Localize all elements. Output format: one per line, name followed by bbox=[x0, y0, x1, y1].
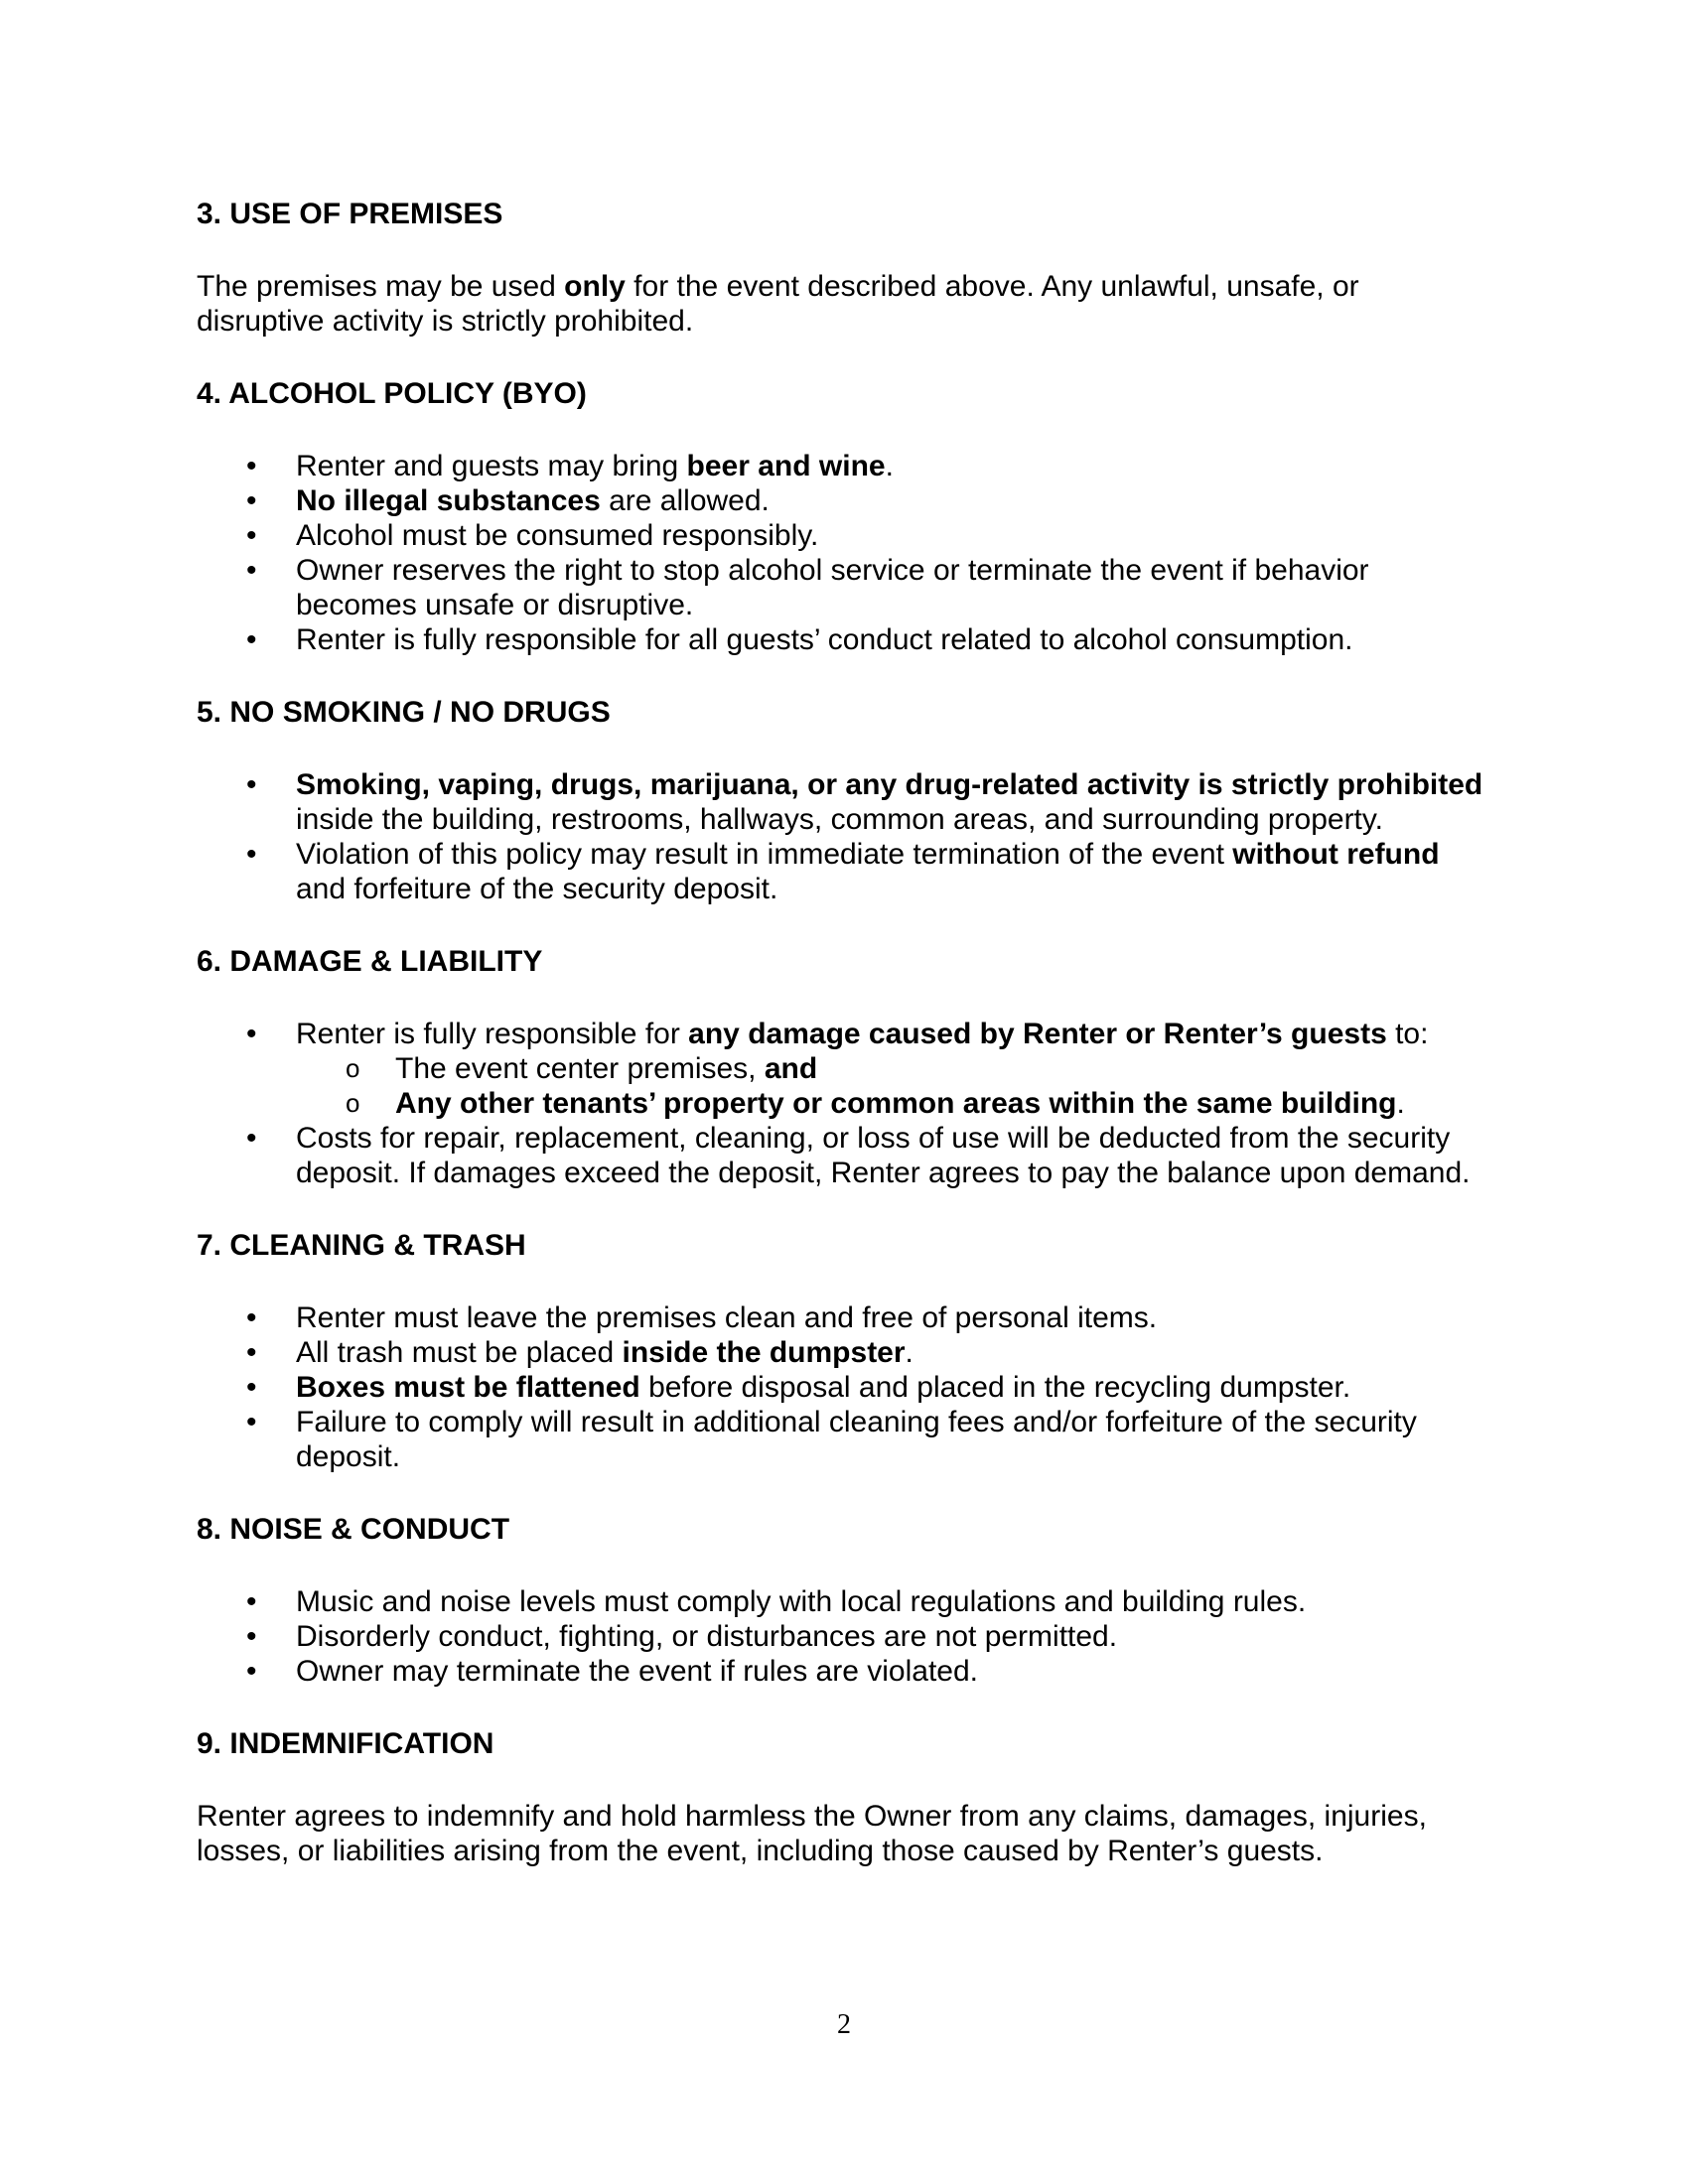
text-run: before disposal and placed in the recycling dumpster. bbox=[639, 1371, 1351, 1404]
section-heading: 3. USE OF PREMISES bbox=[197, 198, 503, 230]
list-item: • Alcohol must be consumed responsibly. bbox=[197, 518, 1487, 553]
list-item: • Failure to comply will result in additional cleaning fees and/or forfeiture of the security deposit. bbox=[197, 1405, 1487, 1474]
bold-run: inside the dumpster bbox=[622, 1336, 906, 1369]
section-cleaning-trash bbox=[197, 1228, 1487, 1474]
section-indemnification bbox=[197, 1726, 1487, 1868]
text-run: . bbox=[905, 1336, 914, 1369]
list-item bbox=[197, 1370, 1487, 1405]
bullet-list bbox=[197, 767, 1487, 906]
sub-list-item bbox=[296, 1086, 1487, 1121]
list-item: • Disorderly conduct, fighting, or disturbances are not permitted. bbox=[197, 1619, 1487, 1654]
section-paragraph bbox=[197, 269, 1487, 339]
section-heading: 7. CLEANING & TRASH bbox=[197, 1229, 526, 1262]
bold-run: Smoking, vaping, drugs, marijuana, or any drug-related activity is strictly prohibited bbox=[296, 768, 1483, 801]
section-paragraph: Renter agrees to indemnify and hold harmless the Owner from any claims, damages, injuries, losses, or liabilities arising from the event, including those caused by Renter’s guests. bbox=[197, 1800, 1427, 1867]
list-item: • Owner may terminate the event if rules are violated. bbox=[197, 1654, 1487, 1689]
bullet-list bbox=[197, 449, 1487, 657]
text-run: The event center premises, bbox=[395, 1052, 765, 1085]
text-run: . bbox=[885, 450, 894, 482]
text-run: are allowed. bbox=[600, 484, 770, 517]
list-item: • Owner reserves the right to stop alcohol service or terminate the event if behavior becomes unsafe or disruptive. bbox=[197, 553, 1487, 622]
section-heading: 8. NOISE & CONDUCT bbox=[197, 1513, 510, 1546]
list-item bbox=[197, 1335, 1487, 1370]
list-item: • Renter must leave the premises clean and free of personal items. bbox=[197, 1300, 1487, 1335]
text-run: for the event described above. Any unlawful, unsafe, or disruptive activity is strictly prohibited. bbox=[197, 270, 1359, 338]
text-run: Renter and guests may bring bbox=[296, 450, 687, 482]
text-run: The premises may be used bbox=[197, 270, 565, 303]
list-item bbox=[197, 449, 1487, 483]
list-item: • Costs for repair, replacement, cleaning, or loss of use will be deducted from the security deposit. If damages exceed the deposit, Renter agrees to pay the balance upon demand. bbox=[197, 1121, 1487, 1190]
text-run: Violation of this policy may result in immediate termination of the event bbox=[296, 838, 1233, 871]
bold-run: and bbox=[764, 1052, 818, 1085]
section-alcohol-policy bbox=[197, 376, 1487, 657]
text-run: and forfeiture of the security deposit. bbox=[296, 873, 778, 905]
list-item: • Music and noise levels must comply with local regulations and building rules. bbox=[197, 1584, 1487, 1619]
page-number: 2 bbox=[837, 2009, 851, 2040]
sub-list bbox=[296, 1051, 1487, 1121]
section-heading: 5. NO SMOKING / NO DRUGS bbox=[197, 696, 611, 729]
section-no-smoking bbox=[197, 695, 1487, 906]
bold-run: No illegal substances bbox=[296, 484, 601, 517]
bullet-list bbox=[197, 1300, 1487, 1474]
list-item bbox=[197, 767, 1487, 837]
text-run: . bbox=[1396, 1087, 1405, 1120]
document-body bbox=[197, 197, 1487, 1868]
bold-run: beer and wine bbox=[686, 450, 886, 482]
section-heading: 9. INDEMNIFICATION bbox=[197, 1727, 494, 1760]
text-run: Renter is fully responsible for bbox=[296, 1018, 689, 1050]
bold-run: any damage caused by Renter or Renter’s guests bbox=[688, 1018, 1387, 1050]
text-run: All trash must be placed bbox=[296, 1336, 623, 1369]
text-run: inside the building, restrooms, hallways, common areas, and surrounding property. bbox=[296, 803, 1383, 836]
bold-run: Boxes must be flattened bbox=[296, 1371, 640, 1404]
bullet-list bbox=[197, 1017, 1487, 1190]
section-noise-conduct bbox=[197, 1512, 1487, 1689]
section-use-of-premises bbox=[197, 197, 1487, 339]
bold-run: only bbox=[564, 270, 626, 303]
bullet-list bbox=[197, 1584, 1487, 1689]
list-item bbox=[197, 837, 1487, 906]
bold-run: Any other tenants’ property or common areas within the same building bbox=[395, 1087, 1397, 1120]
section-heading: 6. DAMAGE & LIABILITY bbox=[197, 945, 543, 978]
bold-run: without refund bbox=[1232, 838, 1440, 871]
sub-list-item bbox=[296, 1051, 1487, 1086]
list-item bbox=[197, 1017, 1487, 1121]
section-heading: 4. ALCOHOL POLICY (BYO) bbox=[197, 377, 587, 410]
list-item bbox=[197, 483, 1487, 518]
section-damage-liability bbox=[197, 944, 1487, 1190]
list-item: • Renter is fully responsible for all guests’ conduct related to alcohol consumption. bbox=[197, 622, 1487, 657]
text-run: to: bbox=[1386, 1018, 1429, 1050]
